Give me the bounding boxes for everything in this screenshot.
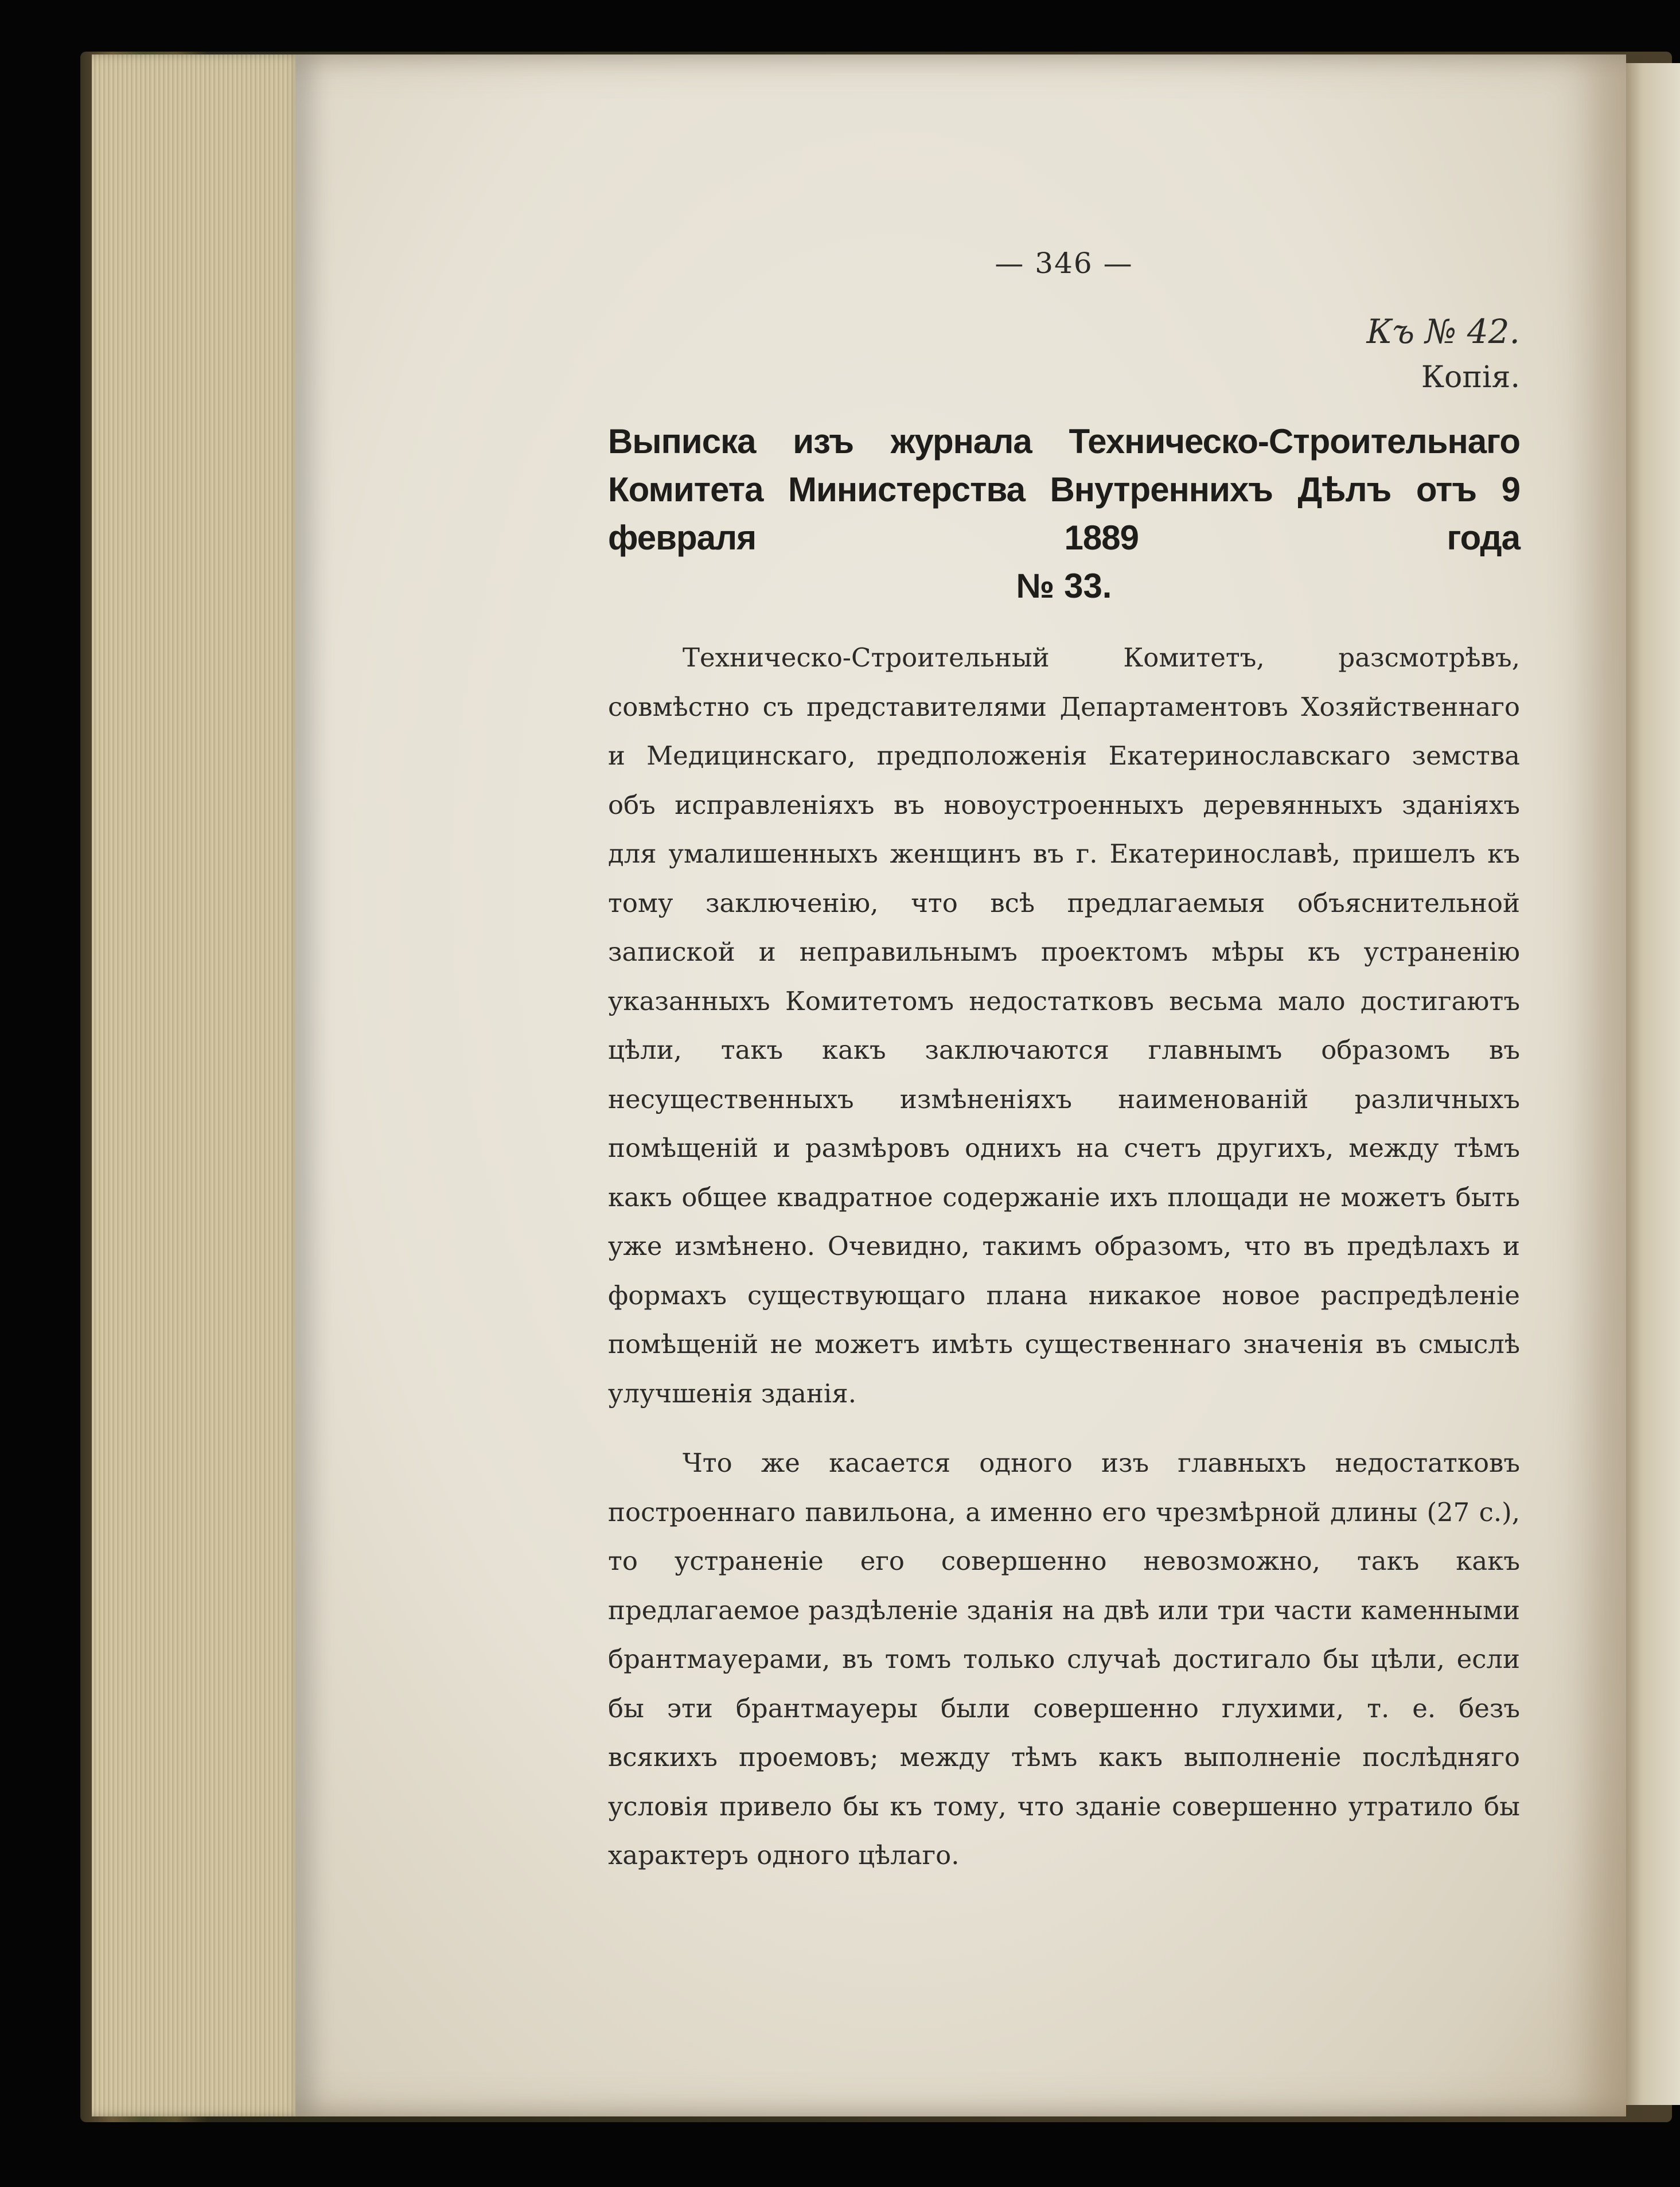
paragraph-2: Что же касается одного изъ главныхъ недостатковъ построеннаго павильона, а именно его чрезмѣрной длины (27 с.), то устраненіе его совершенно невозможно, такъ какъ предлагаемое раздѣленіе зданія на двѣ или три части каменными брантмауерами, въ томъ только случаѣ достигало бы цѣли, если бы эти брантмауеры были совершенно глухими, т. е. безъ всякихъ проемовъ; между тѣмъ какъ выполненіе послѣдняго условія привело бы къ тому, что зданіе совершенно утратило бы характеръ одного цѣлаго. [608,1448,1520,1870]
next-page-edge [1617,63,1680,2105]
document-number: № 33. [1016,567,1112,605]
copy-label: Копія. [1421,360,1520,395]
annex-reference: Къ № 42. [1366,312,1520,351]
paragraph-1: Техническо-Строительный Комитетъ, разсмотрѣвъ, совмѣстно съ представителями Департаментовъ Хозяйственнаго и Медицинскаго, предположенія Екатеринославскаго земства объ исправленіяхъ въ новоустроенныхъ деревянныхъ зданіяхъ для умалишенныхъ женщинъ въ г. Екатеринославѣ, пришелъ къ тому заключенію, что всѣ предлагаемыя объяснительной запиской и неправильнымъ проектомъ мѣры къ устраненію указанныхъ Комитетомъ недостатковъ весьма мало достигаютъ цѣли, такъ какъ заключаются главнымъ образомъ въ несущественныхъ измѣненіяхъ наименованій различныхъ помѣщеній и размѣровъ однихъ на счетъ другихъ, между тѣмъ какъ общее квадратное содержаніе ихъ площади не можетъ быть уже измѣнено. Очевидно, такимъ образомъ, что въ предѣлахъ и формахъ существующаго плана никакое новое распредѣленіе помѣщеній не можетъ имѣть существеннаго значенія въ смыслѣ улучшенія зданія. [608,642,1520,1409]
page-number: — 346 — [995,247,1133,280]
page-content [608,247,1520,1880]
page-stack-edge [92,54,304,2116]
document-title: Выписка изъ журнала Техническо-Строительнаго Комитета Министерства Внутреннихъ Дѣлъ отъ 9 февраля 1889 года [608,422,1520,557]
